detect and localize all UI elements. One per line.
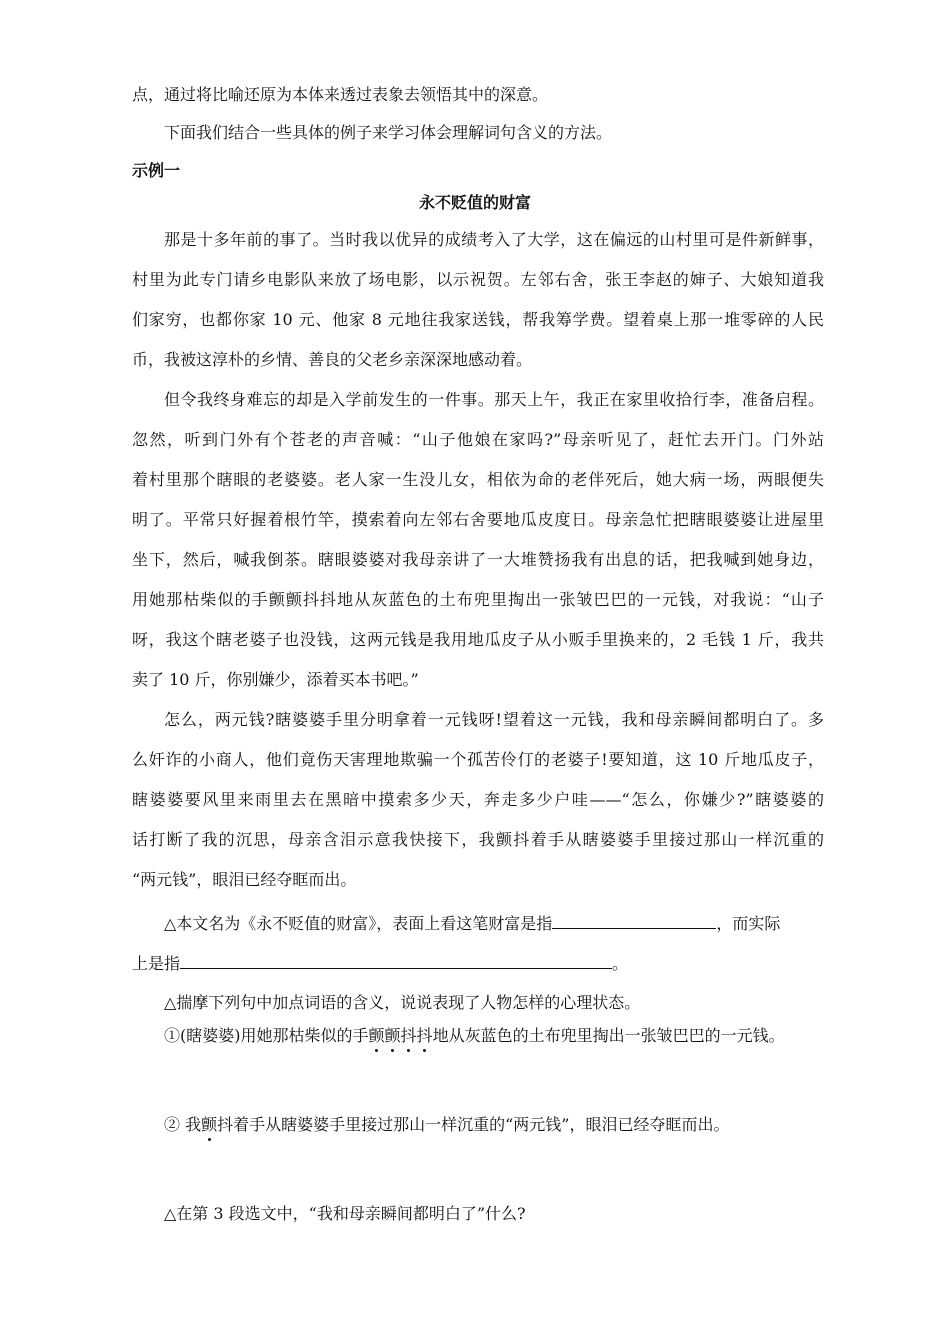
- question-1-line-1: [164, 910, 780, 934]
- question-1-line-2: [132, 950, 628, 974]
- dotted-char: 颤: [201, 1115, 218, 1134]
- para2-line-8: 卖了 10 斤，你别嫌少，添着买本书吧。”: [132, 670, 419, 689]
- para2-line-6: 用她那枯柴似的手颤颤抖抖地从灰蓝色的土布兜里掏出一张皱巴巴的一元钱，对我说：“山子: [132, 590, 824, 609]
- intro-line-2: 下面我们结合一些具体的例子来学习体会理解词句含义的方法。: [164, 123, 613, 142]
- para2-line-7: 呀，我这个瞎老婆子也没钱，这两元钱是我用地瓜皮子从小贩手里换来的，2 毛钱 1 斤，我共: [132, 630, 824, 649]
- intro-line-1: 点，通过将比喻还原为本体来透过表象去领悟其中的深意。: [132, 85, 549, 104]
- q1-text-2: ，而实际: [716, 914, 781, 933]
- q2-s1-text-after: 地从灰蓝色的土布兜里掏出一张皱巴巴的一元钱。: [432, 1026, 785, 1045]
- para2-line-1: 但令我终身难忘的却是入学前发生的一件事。那天上午，我正在家里收拾行李，准备启程。: [164, 390, 824, 409]
- dotted-char: 颤: [384, 1026, 401, 1045]
- dotted-char: 抖: [416, 1026, 433, 1045]
- para1-line-2: 村里为此专门请乡电影队来放了场电影，以示祝贺。左邻右舍，张王李赵的婶子、大娘知道我: [132, 270, 824, 289]
- q1-text-4: 。: [612, 954, 629, 973]
- example-heading: 示例一: [132, 161, 181, 180]
- para1-line-4: 币，我被这淳朴的乡情、善良的父老乡亲深深地感动着。: [132, 350, 533, 369]
- question-2-prompt: △揣摩下列句中加点词语的含义，说说表现了人物怎样的心理状态。: [164, 993, 641, 1012]
- q1-text-1: △本文名为《永不贬值的财富》，表面上看这笔财富是指: [164, 914, 553, 933]
- para1-line-3: 们家穷，也都你家 10 元、他家 8 元地往我家送钱，帮我筹学费。望着桌上那一堆零碎的人民: [132, 310, 824, 329]
- para3-line-3: 瞎婆婆要风里来雨里去在黑暗中摸索多少天，奔走多少户哇——“怎么，你嫌少?”瞎婆婆的: [132, 790, 824, 809]
- para2-line-4: 明了。平常只好握着根竹竿，摸索着向左邻右舍要地瓜皮度日。母亲急忙把瞎眼婆婆让进屋里: [132, 510, 824, 529]
- q1-answer-blank-2[interactable]: [180, 950, 612, 969]
- question-2-sentence-1: [164, 1023, 785, 1046]
- dotted-char: 颤: [368, 1026, 385, 1045]
- para3-line-4: 话打断了我的沉思，母亲含泪示意我快接下，我颤抖着手从瞎婆婆手里接过那山一样沉重的: [132, 830, 824, 849]
- para2-line-5: 坐下，然后，喊我倒茶。瞎眼婆婆对我母亲讲了一大堆赞扬我有出息的话，把我喊到她身边，: [132, 550, 824, 569]
- dotted-char: 抖: [400, 1026, 417, 1045]
- question-2-sentence-2: [164, 1112, 729, 1135]
- para3-line-1: 怎么，两元钱?瞎婆婆手里分明拿着一元钱呀!望着这一元钱，我和母亲瞬间都明白了。多: [164, 710, 824, 729]
- q1-text-3: 上是指: [132, 954, 181, 973]
- q2-s2-text-before: ② 我: [164, 1115, 202, 1134]
- q2-s2-text-after: 抖着手从瞎婆婆手里接过那山一样沉重的“两元钱”，眼泪已经夺眶而出。: [217, 1115, 730, 1134]
- para2-line-2: 忽然，听到门外有个苍老的声音喊：“山子他娘在家吗?”母亲听见了，赶忙去开门。门外站: [132, 430, 824, 449]
- question-3: △在第 3 段选文中，“我和母亲瞬间都明白了”什么?: [164, 1204, 526, 1223]
- q2-s1-text-before: ①(瞎婆婆)用她那枯柴似的手: [164, 1026, 369, 1045]
- para3-line-2: 么奸诈的小商人，他们竟伤天害理地欺骗一个孤苦伶仃的老婆子!要知道，这 10 斤地瓜皮子，: [132, 750, 824, 769]
- story-title: 永不贬值的财富: [418, 193, 531, 212]
- para1-line-1: 那是十多年前的事了。当时我以优异的成绩考入了大学，这在偏远的山村里可是件新鲜事，: [164, 230, 824, 249]
- para3-line-5: “两元钱”，眼泪已经夺眶而出。: [132, 870, 357, 889]
- para2-line-3: 着村里那个瞎眼的老婆婆。老人家一生没儿女，相依为命的老伴死后，她大病一场，两眼便失: [132, 470, 824, 489]
- q1-answer-blank-1[interactable]: [552, 910, 716, 929]
